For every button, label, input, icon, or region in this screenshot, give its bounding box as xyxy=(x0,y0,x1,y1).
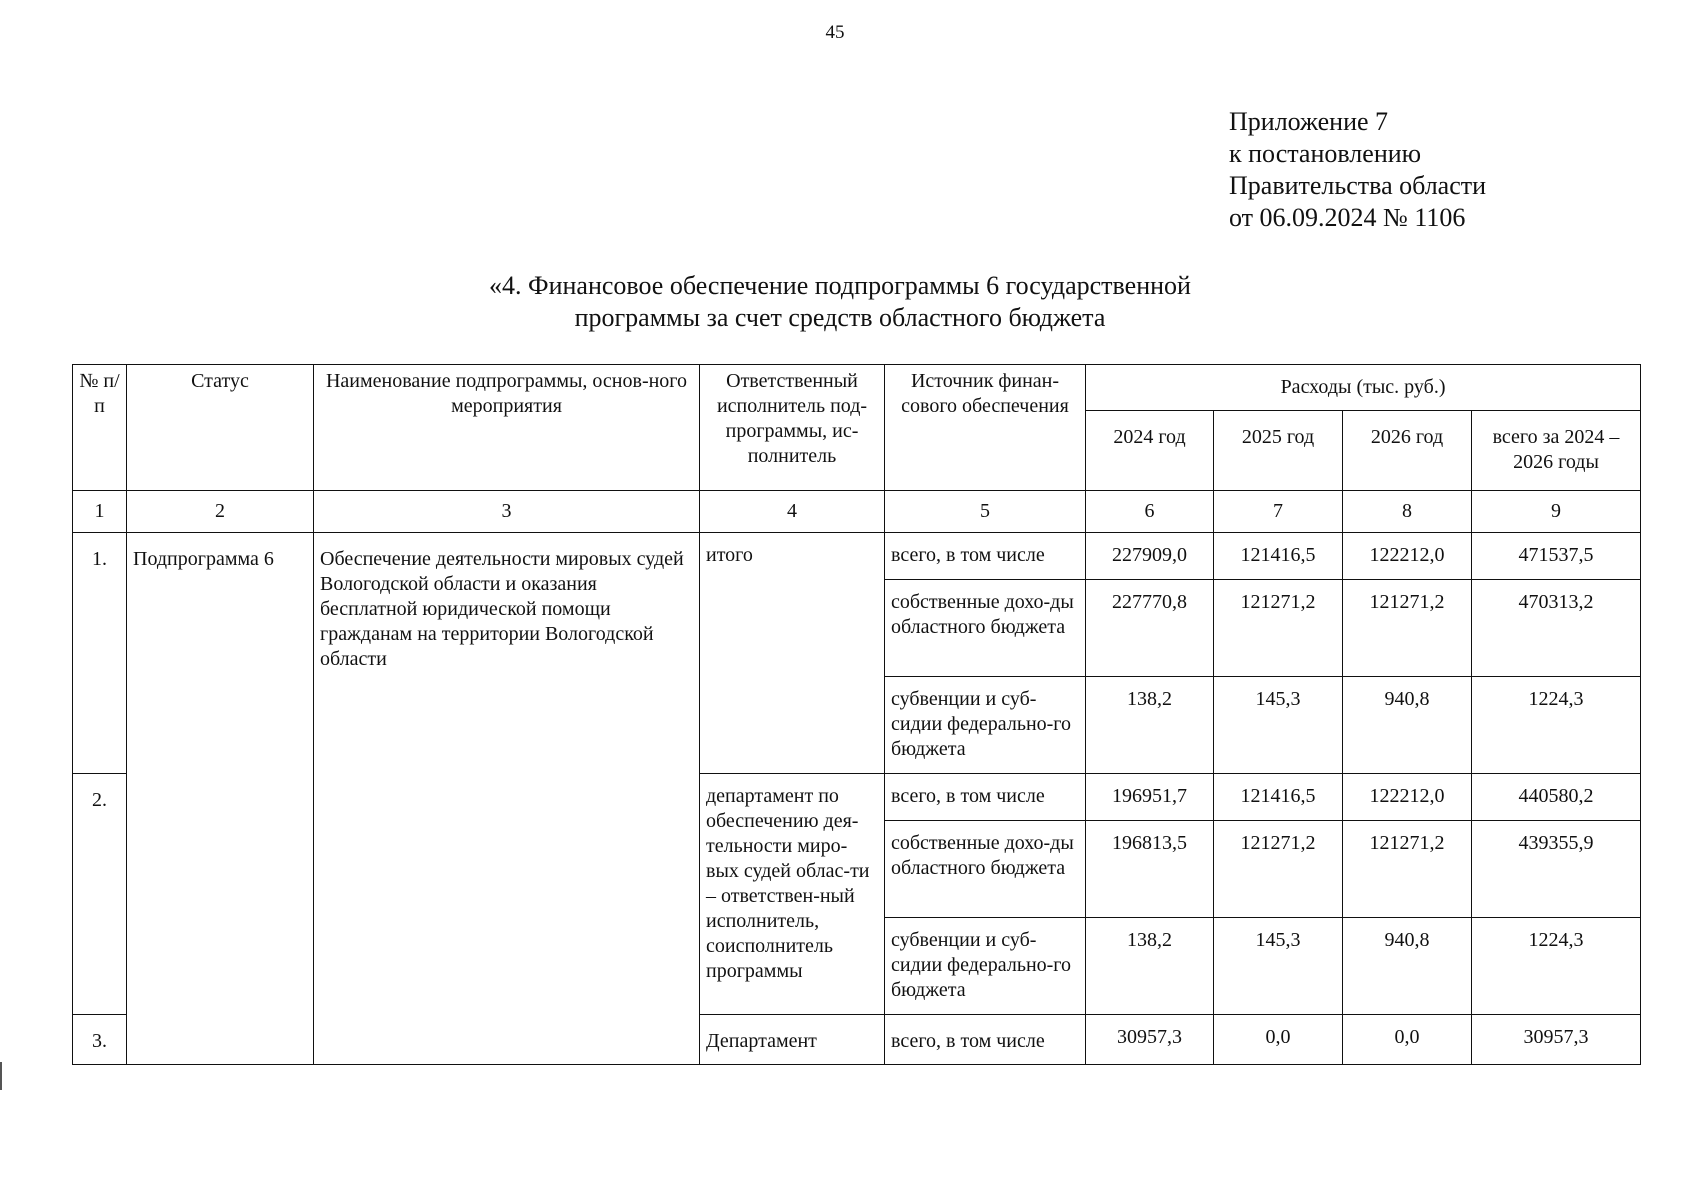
value-2025: 0,0 xyxy=(1214,1015,1343,1065)
source-cell: всего, в том числе xyxy=(885,774,1086,821)
header-name: Наименование подпрограммы, основ-ного мероприятия xyxy=(314,365,700,491)
value-2025: 121271,2 xyxy=(1214,821,1343,918)
source-cell: всего, в том числе xyxy=(885,533,1086,580)
value-2026: 0,0 xyxy=(1343,1015,1472,1065)
header-status: Статус xyxy=(127,365,314,491)
header-num: № п/п xyxy=(73,365,127,491)
executor-cell: департамент по обеспечению дея-тельности миро-вых судей облас-ти – ответствен-ный исполнитель, соисполнитель программы xyxy=(700,774,885,1015)
value-2025: 145,3 xyxy=(1214,677,1343,774)
value-2024: 196951,7 xyxy=(1086,774,1214,821)
value-2024: 227909,0 xyxy=(1086,533,1214,580)
header-expenses: Расходы (тыс. руб.) xyxy=(1086,365,1641,411)
column-number: 3 xyxy=(314,491,700,533)
appendix-line: от 06.09.2024 № 1106 xyxy=(1229,203,1466,232)
value-2026: 121271,2 xyxy=(1343,821,1472,918)
source-cell: собственные дохо-ды областного бюджета xyxy=(885,821,1086,918)
value-total: 470313,2 xyxy=(1472,580,1641,677)
appendix-block xyxy=(1229,106,1486,234)
appendix-line: Приложение 7 xyxy=(1229,107,1389,136)
value-2024: 138,2 xyxy=(1086,918,1214,1015)
executor-cell: Департамент xyxy=(700,1015,885,1065)
column-number: 6 xyxy=(1086,491,1214,533)
value-2026: 940,8 xyxy=(1343,677,1472,774)
header-source: Источник финан-сового обеспечения xyxy=(885,365,1086,491)
value-total: 30957,3 xyxy=(1472,1015,1641,1065)
value-total: 1224,3 xyxy=(1472,918,1641,1015)
value-2026: 122212,0 xyxy=(1343,774,1472,821)
value-2025: 145,3 xyxy=(1214,918,1343,1015)
name-cell: Обеспечение деятельности мировых судей Вологодской области и оказания бесплатной юридической помощи гражданам на территории Вологодской области xyxy=(314,533,700,1065)
header-2024: 2024 год xyxy=(1086,411,1214,491)
row-num: 2. xyxy=(73,774,127,1015)
column-number: 8 xyxy=(1343,491,1472,533)
column-number-row xyxy=(73,491,1641,533)
appendix-line: Правительства области xyxy=(1229,171,1487,200)
column-number: 2 xyxy=(127,491,314,533)
value-total: 1224,3 xyxy=(1472,677,1641,774)
title-line: программы за счет средств областного бюджета xyxy=(574,303,1106,332)
title-line: «4. Финансовое обеспечение подпрограммы 6 государственной xyxy=(489,271,1191,300)
column-number: 1 xyxy=(73,491,127,533)
value-2024: 196813,5 xyxy=(1086,821,1214,918)
status-cell: Подпрограмма 6 xyxy=(127,533,314,1065)
header-2026: 2026 год xyxy=(1343,411,1472,491)
page-number: 45 xyxy=(825,22,845,43)
source-cell: всего, в том числе xyxy=(885,1015,1086,1065)
value-total: 471537,5 xyxy=(1472,533,1641,580)
value-2026: 122212,0 xyxy=(1343,533,1472,580)
table-row xyxy=(73,533,1641,580)
value-2024: 138,2 xyxy=(1086,677,1214,774)
column-number: 4 xyxy=(700,491,885,533)
column-number: 5 xyxy=(885,491,1086,533)
source-cell: собственные дохо-ды областного бюджета xyxy=(885,580,1086,677)
value-total: 440580,2 xyxy=(1472,774,1641,821)
value-2026: 940,8 xyxy=(1343,918,1472,1015)
value-2025: 121271,2 xyxy=(1214,580,1343,677)
source-cell: субвенции и суб-сидии федерально-го бюджета xyxy=(885,677,1086,774)
source-cell: субвенции и суб-сидии федерально-го бюджета xyxy=(885,918,1086,1015)
section-title xyxy=(0,270,1680,334)
value-2025: 121416,5 xyxy=(1214,774,1343,821)
header-2025: 2025 год xyxy=(1214,411,1343,491)
value-2024: 227770,8 xyxy=(1086,580,1214,677)
row-num: 3. xyxy=(73,1015,127,1065)
value-2024: 30957,3 xyxy=(1086,1015,1214,1065)
scan-edge-mark xyxy=(0,1062,2,1090)
column-number: 7 xyxy=(1214,491,1343,533)
row-num: 1. xyxy=(73,533,127,774)
appendix-line: к постановлению xyxy=(1229,139,1422,168)
finance-table-wrapper xyxy=(72,364,1640,1065)
finance-table xyxy=(72,364,1641,1065)
value-2026: 121271,2 xyxy=(1343,580,1472,677)
value-2025: 121416,5 xyxy=(1214,533,1343,580)
header-total: всего за 2024 – 2026 годы xyxy=(1472,411,1641,491)
value-total: 439355,9 xyxy=(1472,821,1641,918)
column-number: 9 xyxy=(1472,491,1641,533)
executor-cell: итого xyxy=(700,533,885,774)
header-executor: Ответственный исполнитель под-программы, ис-полнитель xyxy=(700,365,885,491)
